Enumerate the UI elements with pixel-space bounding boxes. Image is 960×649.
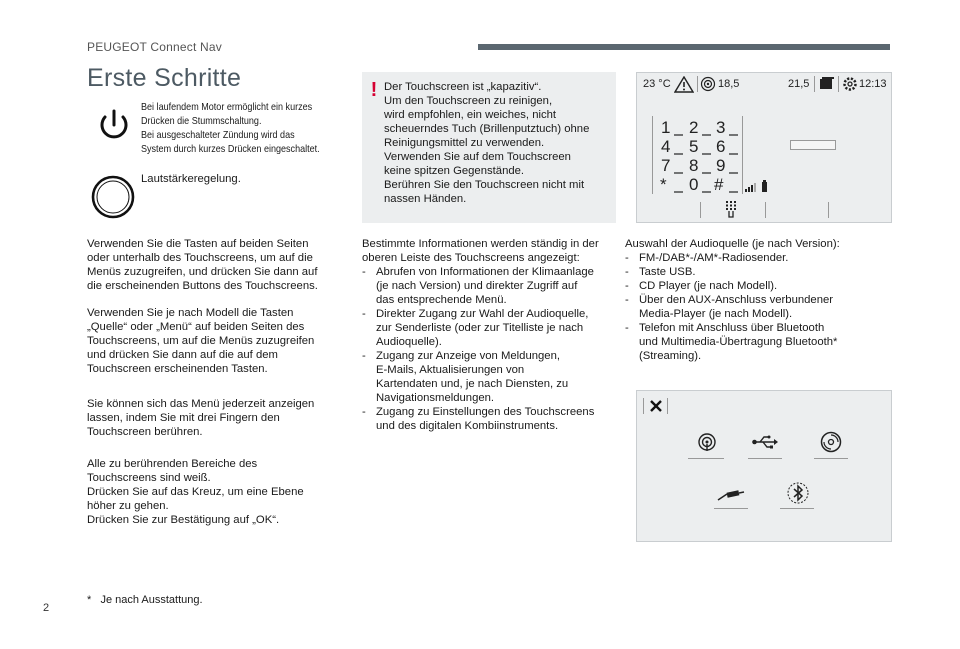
warning-line: Der Touchscreen ist „kapazitiv“.: [384, 81, 542, 93]
power-description: [141, 100, 320, 156]
text-line: Auswahl der Audioquelle (je nach Version):: [625, 238, 840, 250]
text-line: die erscheinenden Buttons des Touchscreens.: [87, 280, 318, 292]
power-line: Bei ausgeschalteter Zündung wird das: [141, 129, 295, 141]
keypad-edge: [652, 116, 653, 194]
list-item: [625, 265, 840, 279]
text-line: Touchscreens sind weiß.: [87, 472, 211, 484]
messages-icon: [819, 77, 835, 91]
left-paragraph: [87, 306, 314, 376]
list-item: [362, 307, 599, 349]
number-display-field: [790, 140, 836, 150]
text-line: Kartendaten und, je nach Diensten, zu: [376, 378, 569, 390]
keypad-key: 8: [689, 156, 699, 175]
text-line: Drücken Sie zur Bestätigung auf „OK“.: [87, 514, 280, 526]
text-line: Navigationsmeldungen.: [376, 392, 495, 404]
text-line: - Telefon mit Anschluss über Bluetooth: [639, 322, 825, 334]
touchscreen-source-screen: [636, 390, 892, 542]
text-line: - Zugang zu Einstellungen des Touchscreens: [376, 406, 595, 418]
divider: [700, 202, 701, 218]
keypad-key: 5: [689, 137, 699, 156]
page-number: 2: [43, 602, 50, 614]
warning-text: [384, 80, 589, 206]
text-line: Touchscreens, um auf die Menüs zuzugreifen: [87, 335, 315, 347]
text-line: - Zugang zur Anzeige von Meldungen,: [376, 350, 561, 362]
text-line: - FM-/DAB*-/AM*-Radiosender.: [639, 252, 789, 264]
divider: [828, 202, 829, 218]
text-line: (Streaming).: [639, 350, 702, 362]
text-line: Touchscreen erscheinenden Tasten.: [87, 363, 268, 375]
keypad-key: 0: [689, 175, 699, 194]
divider: [814, 76, 815, 92]
signal-battery-icon: [745, 180, 769, 192]
text-line: Audioquelle).: [376, 336, 442, 348]
divider: [667, 398, 668, 414]
audio-source-list: [625, 237, 840, 363]
keypad-underscores: [672, 126, 742, 194]
footnote: * Je nach Ausstattung.: [87, 594, 203, 606]
warning-line: Um den Touchscreen zu reinigen,: [384, 95, 553, 107]
keypad-key: 9: [716, 156, 726, 175]
list-item: [362, 265, 599, 307]
warning-line: Verwenden Sie auf dem Touchscreen: [384, 151, 571, 163]
keypad-key: 6: [716, 137, 726, 156]
text-line: das entsprechende Menü.: [376, 294, 507, 306]
text-line: und drücken Sie dann auf die auf dem: [87, 349, 278, 361]
warning-icon: !: [370, 79, 378, 101]
keypad-key: 7: [661, 156, 671, 175]
text-line: oberen Leiste des Touchscreens angezeigt:: [362, 252, 580, 264]
text-line: Verwenden Sie je nach Modell die Tasten: [87, 307, 294, 319]
source-underline: [748, 458, 782, 459]
clock-readout: 12:13: [859, 78, 887, 90]
list-item: [625, 293, 840, 321]
header-bar: [478, 44, 890, 50]
bluetooth-icon: [785, 480, 811, 506]
radio-icon: [700, 76, 716, 92]
text-line: zur Senderliste (oder zur Titelliste je nach: [376, 322, 584, 334]
text-line: Sie können sich das Menü jederzeit anzeigen: [87, 398, 315, 410]
text-line: und des digitalen Kombiinstruments.: [376, 420, 559, 432]
text-line: Verwenden Sie die Tasten auf beiden Seiten: [87, 238, 309, 250]
keypad-key: 2: [689, 118, 699, 137]
text-line: „Quelle“ oder „Menü“ auf beiden Seiten des: [87, 321, 305, 333]
warning-line: wird empfohlen, ein weiches, nicht: [384, 109, 557, 121]
power-line: Bei laufendem Motor ermöglicht ein kurzes: [141, 101, 313, 113]
power-icon: [92, 103, 136, 147]
close-icon: [650, 400, 662, 412]
source-underline: [780, 508, 814, 509]
list-item: [625, 321, 840, 363]
status-bar-info: [362, 237, 599, 433]
text-line: (je nach Version) und direkter Zugriff auf: [376, 280, 578, 292]
divider: [838, 76, 839, 92]
keypad-key: 3: [716, 118, 726, 137]
list-item: [362, 405, 599, 433]
volume-description: Lautstärkeregelung.: [141, 173, 241, 185]
source-underline: [814, 458, 848, 459]
keypad-key: 1: [661, 118, 671, 137]
page-title: Erste Schritte: [87, 64, 242, 92]
keypad-key: *: [660, 175, 667, 194]
text-line: lassen, indem Sie mit drei Fingern den: [87, 412, 280, 424]
keypad-dial-icon: [724, 200, 738, 218]
frequency-right: 21,5: [788, 78, 810, 90]
text-line: - Taste USB.: [639, 266, 696, 278]
alert-triangle-icon: [674, 76, 694, 93]
text-line: E-Mails, Aktualisierungen von: [376, 364, 525, 376]
settings-gear-icon: [842, 76, 858, 92]
keypad-key: 4: [661, 137, 671, 156]
list-item: [625, 279, 840, 293]
text-line: Menüs zuzugreifen, und drücken Sie dann auf: [87, 266, 318, 278]
frequency-left: 18,5: [718, 78, 740, 90]
warning-line: scheuerndes Tuch (Brillenputztuch) ohne: [384, 123, 590, 135]
left-paragraph: [87, 237, 318, 293]
text-line: - CD Player (je nach Modell).: [639, 280, 778, 292]
keypad-key: #: [714, 175, 724, 194]
text-line: - Direkter Zugang zur Wahl der Audioquelle,: [376, 308, 589, 320]
divider: [643, 398, 644, 414]
aux-jack-icon: [717, 486, 745, 502]
warning-line: Reinigungsmittel zu verwenden.: [384, 137, 545, 149]
text-line: höher zu gehen.: [87, 500, 169, 512]
temperature-readout: 23 °C: [643, 78, 671, 90]
text-line: Touchscreen berühren.: [87, 426, 203, 438]
power-line: Drücken die Stummschaltung.: [141, 115, 262, 127]
text-line: - Über den AUX-Anschluss verbundener: [639, 294, 834, 306]
source-underline: [714, 508, 748, 509]
power-line: System durch kurzes Drücken eingeschaltet.: [141, 143, 320, 155]
radio-icon: [697, 432, 717, 452]
warning-line: Berühren Sie den Touchscreen nicht mit: [384, 179, 585, 191]
source-underline: [688, 458, 724, 459]
text-line: oder unterhalb des Touchscreens, um auf die: [87, 252, 313, 264]
left-paragraph: [87, 397, 314, 439]
text-line: Bestimmte Informationen werden ständig in der: [362, 238, 599, 250]
warning-line: nassen Händen.: [384, 193, 467, 205]
left-paragraph: [87, 457, 304, 527]
text-line: - Abrufen von Informationen der Klimaanlage: [376, 266, 594, 278]
text-line: und Multimedia-Übertragung Bluetooth*: [639, 336, 838, 348]
warning-line: keine spitzen Gegenstände.: [384, 165, 525, 177]
volume-knob-icon: [90, 174, 136, 220]
list-item: [362, 349, 599, 405]
text-line: Media-Player (je nach Modell).: [639, 308, 793, 320]
cd-icon: [820, 431, 842, 453]
usb-icon: [752, 435, 778, 449]
text-line: Drücken Sie auf das Kreuz, um eine Ebene: [87, 486, 304, 498]
divider: [697, 76, 698, 92]
list-item: [625, 251, 840, 265]
text-line: Alle zu berührenden Bereiche des: [87, 458, 258, 470]
divider: [765, 202, 766, 218]
header-label: PEUGEOT Connect Nav: [87, 40, 222, 54]
keypad-edge: [742, 116, 743, 194]
